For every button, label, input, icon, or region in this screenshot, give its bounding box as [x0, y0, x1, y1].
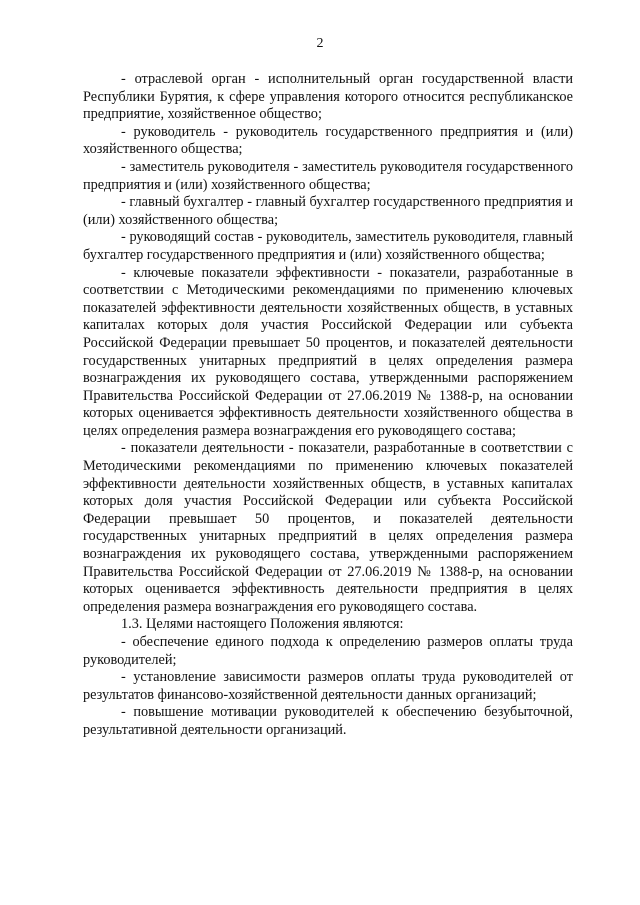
goal-unified-approach: - обеспечение единого подхода к определению размеров оплаты труда руководителей;	[83, 634, 573, 668]
goal-pay-dependency: - установление зависимости размеров оплаты труда руководителей от результатов финансово-хозяйственной деятельности данных организаций;	[83, 669, 573, 703]
page-number: 2	[316, 36, 324, 51]
definition-deputy-head: - заместитель руководителя - заместитель руководителя государственного предприятия и (или) хозяйственного общества;	[83, 158, 573, 193]
definition-management: - руководящий состав - руководитель, заместитель руководителя, главный бухгалтер государственного предприятия и (или) хозяйственного общества;	[83, 229, 573, 263]
section-1-3-heading: 1.3. Целями настоящего Положения являются:	[121, 616, 404, 633]
definition-key-indicators: - ключевые показатели эффективности - показатели, разработанные в соответствии с Методическими рекомендациями по применению ключевых показателей эффективности деятельности хозяйственных обществ, в уставных капиталах которых доля участия Российской Федерации или субъекта Российской Федерации превышает 50 процентов, и показателей деятельности государственных унитарных предприятий в целях определения размера вознаграждения их руководящего состава, утвержденными распоряжением Правительства Российской Федерации от 27.06.2019 № 1388-р, на основании которых оценивается эффективность деятельности хозяйственного общества в целях определения размера вознаграждения его руководящего состава;	[83, 264, 573, 439]
definition-sectoral-body: - отраслевой орган - исполнительный орган государственной власти Республики Бурятия, к сфере управления которого относится республиканское предприятие, хозяйственное общество;	[83, 71, 573, 123]
definition-chief-accountant: - главный бухгалтер - главный бухгалтер государственного предприятия и (или) хозяйственного общества;	[83, 194, 573, 228]
goal-motivation: - повышение мотивации руководителей к обеспечению безубыточной, результативной деятельности организаций.	[83, 704, 573, 738]
document-body	[83, 71, 573, 740]
definition-performance-indicators: - показатели деятельности - показатели, разработанные в соответствии с Методическими рекомендациями по применению ключевых показателей эффективности деятельности хозяйственных обществ, в уставных капиталах которых доля участия Российской Федерации или субъекта Российской Федерации превышает 50 процентов, и показателей деятельности государственных унитарных предприятий в целях определения размера вознаграждения их руководящего состава, утвержденными распоряжением Правительства Российской Федерации от 27.06.2019 № 1388-р, на основании которых оценивается эффективность деятельности предприятия в целях определения размера вознаграждения его руководящего состава.	[83, 440, 573, 615]
definition-head: - руководитель - руководитель государственного предприятия и (или) хозяйственного общества;	[83, 123, 573, 158]
